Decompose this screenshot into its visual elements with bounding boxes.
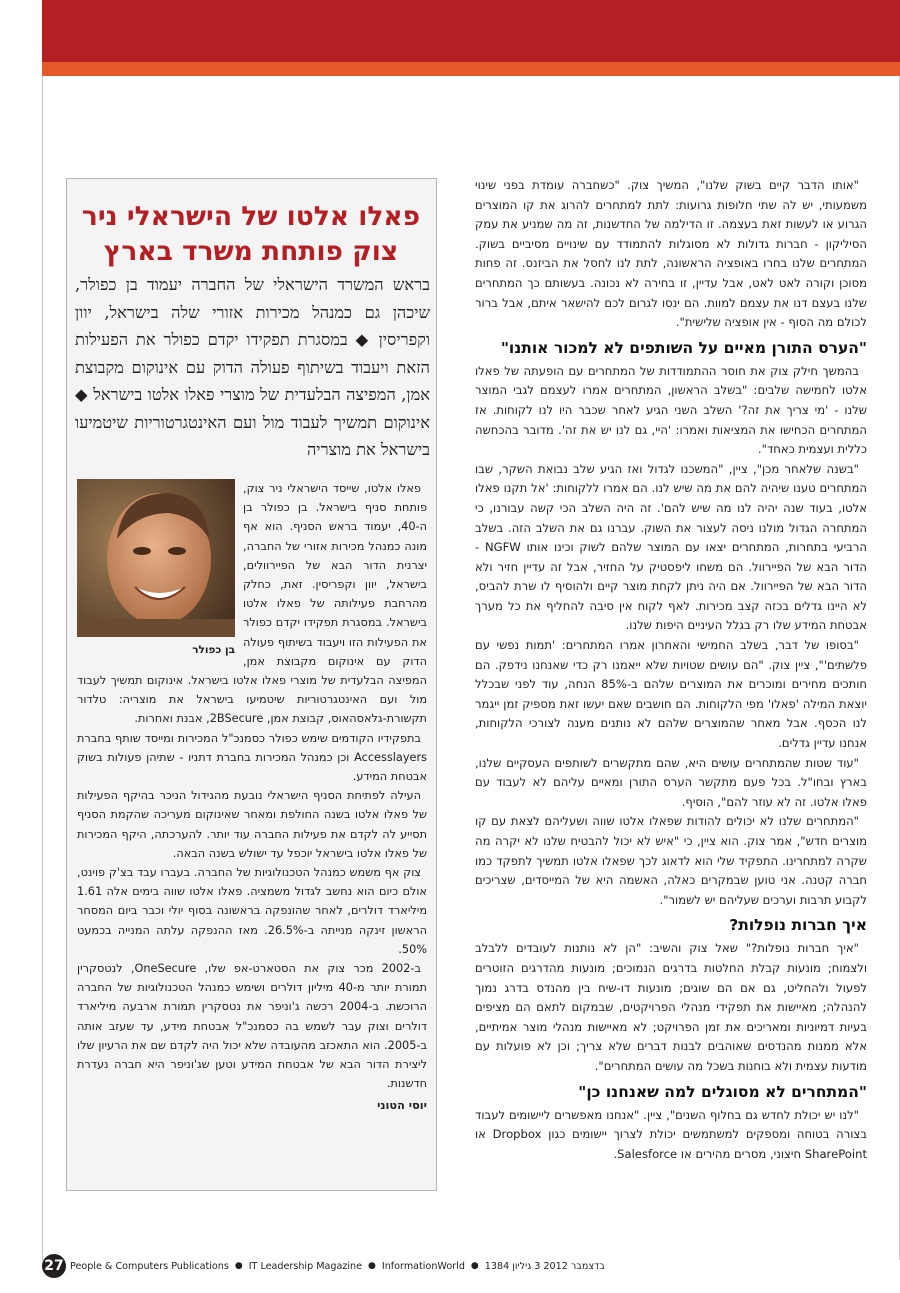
- page-number: 27: [42, 1254, 66, 1278]
- page-footer: [42, 1253, 642, 1279]
- bullet-icon: ●: [368, 1261, 376, 1271]
- sidebar-paragraph: העילה לפתיחת הסניף הישראלי נובעת מהגידול הניכר בהיקף הפעילות של פאלו אלטו בשנה החולפת ומאחר שאינוקום מעריכה שהקמת הסניף תסייע לה לקדם את פעילות החברה עוד יותר. להערכתה, היקף המכירות של פאלו אלטו בישראל יוכפל עד ישולש בשנה הבאה.: [77, 789, 427, 860]
- portrait-figure: [77, 479, 235, 659]
- article-paragraph: "אותו הדבר קיים בשוק שלנו", המשיך צוק. "כשחברה עומדת בפני שינוי משמעותי, יש לה שתי חלופות גרועות: לתת למתחרים להרוג את קו המוצרים הגרוע או לעשות זאת בעצמה. זו הדילמה של החדשנות, זה מה שמניע את עמק הסיליקון - חברות גדולות לא מסוגלות להתמודד עם שינויים מסיביים בשוק. המתחרים שלנו בחרו באופציה הראשונה, לתת לנו לחסל את הביזנס. זה פחות מסוכן וקורה לאט לאט, אבל עדיין, זו בחירה לא נכונה. בעשותם כך המתחרים שלנו בעצם דנו את עצמם למוות. הם ינסו לגרום לכם להישאר איתם, אבל ברור לכולם מה הסוף - אין אופציה שלישית".: [475, 178, 867, 330]
- article-paragraph: בהמשך חילק צוק את חוסר ההתמודדות של המתחרים עם הופעתה של פאלו אלטו לחמישה שלבים: "בשלב הראשון, המתחרים אמרו לעצמם לגבי המוצר שלנו - 'מי צריך את זה?' השלב השני הגיע לאחר שכבר היו לנו לקוחות. אז המתחרים הכחישו את המציאות ואמרו: 'היי, גם לנו יש את זה'. מדובר בהכחשה כללית ועצמית כאחד".: [475, 363, 867, 457]
- sidebar-title: פאלו אלטו של הישראלי ניר צוק פותחת משרד בארץ: [81, 201, 421, 267]
- footer-site: InformationWorld: [381, 1260, 465, 1272]
- sidebar-paragraph: בתפקידיו הקודמים שימש כפולר כסמנכ"ל המכירות ומייסד שותף בחברת Accesslayers וכן כמנהל המכירות בחברת דתניו - שתיהן פעולות בשוק אבטחת המידע.: [77, 731, 427, 784]
- header-stripe: [42, 62, 900, 76]
- article-paragraph: "בסופו של דבר, בשלב החמישי והאחרון אמרו המתחרים: 'תמות נפשי עם פלשתים'", ציין צוק. "הם עושים שטויות שלא ייאמנו רק כדי שאנחנו נידפק. הם חותכים מחירים ומוכרים את המוצרים שלהם ב-85% הנחה, עוד לפני שבכלל יוצאת המילה 'פאלו' מפי הלקוחות. הם חושבים שאם יעשו זאת מספיק זמן ייגמר לנו הכסף. אבל מאחר שהמוצרים שלהם לא נותנים מענה לצורכי הלקוחות, אנחנו עדיין גדלים.: [475, 638, 867, 751]
- sidebar-paragraph: פאלו אלטו, שייסד הישראלי ניר צוק, פותחת סניף בישראל. בן כפולר בן ה-40, יעמוד בראש הסניף. הוא אף מונה כמנהל מכירות אזורי של החברה, יצרנית הדור הבא של הפיירוולים, בישראל, יוון וקפריסין. זאת, כחלק מהרחבת פעילותה של פאלו אלטו בישראל. במסגרת תפקידו יקדם כפולר את הפעילות הזו ויעבוד בשיתוף פעולה הדוק עם אינוקום מקבוצת אמן, המפיצה הבלעדית של מוצרי פאלו אלטו בישראל. אינוקום תמשיך לעבוד מול ועם האינטגרטוריות שיטמיעו בישראל את מוצריה: טלדור תקשורת-גלאסהאוס, קבוצת אמן, 2BSecure, אבנת ואחרות.: [77, 482, 427, 726]
- bullet-icon: ●: [234, 1261, 243, 1271]
- footer-issue: גיליון 1384 ‎3 בדצמבר 2012: [484, 1260, 605, 1272]
- footer-publisher: People & Computers Publications: [70, 1260, 229, 1272]
- article-paragraph: "איך חברות נופלות?" שאל צוק והשיב: "הן לא נותנות לעובדים ללבלב ולצמוח; מונעות קבלת החלטות בדרגים הנמוכים; מונעות מהדרגים הזוטרים לפעול ולהחליט, גם אם הם שוגים; מונעות דו-שיח בין מהנדס בדרג נמוך להנהלה; מאיישות את תפקידי מנהלי הפרויקטים, שבמקום לתאם הם מציפים בעיות דמיוניות ומאריכים את זמן הפרויקט; לא מאיישות מנהלי מוצר אמיתיים, אלא ממנות מהנדסים שאוהבים לבנות דברים שלא צריך; וכן לא פועלות עם מודעות עצמית ולא בוחנות בשכל מה עושים המתחרים".: [475, 941, 867, 1073]
- article-subheading: "המתחרים לא מסוגלים למה שאנחנו כן": [578, 1082, 867, 1101]
- article-paragraph: "לנו יש יכולת לחדש גם בחלוף השנים", ציין. "אנחנו מאפשרים ליישומים לעבוד בצורה בטוחה ומספקים למשתמשים יכולת לצרוך יישומים כגון Dropbox או SharePoint חיצוני, מסרים מהירים או Salesforce.: [475, 1107, 867, 1161]
- footer-magazine: IT Leadership Magazine: [248, 1260, 363, 1272]
- sidebar-paragraph: צוק אף משמש כמנהל הטכנולוגיות של החברה. בעברו עבד בצ'ק פוינט, אולם כיום הוא נחשב לגדול משמציה. פאלו אלטו שווה בימים אלה 1.61 מיליארד דולרים, לאחר שהונפקה בראשונה בסוף יולי וכבר ביום המסחר הראשון זינקה מנייתה ב-26.5%. מאז ההנפקה עלתה המנייה בכמעט 50%.: [77, 866, 427, 956]
- sidebar-box: [66, 178, 437, 1191]
- article-paragraph: "עוד שטות שהמתחרים עושים היא, שהם מתקשרים לשותפים העסקיים שלנו, בארץ ובחו"ל. בכל פעם מתקשר הערס התורן ומאיים עליהם לא לעבוד עם פאלו אלטו. זה לא עוזר להם", הוסיף.: [475, 755, 867, 809]
- sidebar-paragraph: ב-2002 מכר צוק את הסטארט-אפ שלו, OneSecure, לנטסקרין תמורת יותר מ-40 מיליון דולרים ושימש כמנהל הטכנולוגיות של החברה הרוכשת. ב-2004 רכשה ג'וניפר את נטסקרין תמורת ארבעה מיליארד דולרים וצוק עבר לשמש בה כסמנכ"ל אבטחת מידע, עד שעזב אותה ב-2005. הוא התאכזב מהעובדה שלא יכול היה לקדם שם את הרעיון שלו ליצירת הדור הבא של אבטחת המידע וטען שג'וניפר היא חברה נעדרת חדשנות.: [77, 962, 427, 1091]
- article-paragraph: "המתחרים שלנו לא יכולים להודות שפאלו אלטו שווה ושעליהם לצאת עם קו מוצרים חדש", אמר צוק. הוא ציין, כי "איש לא יכול להבטיח שלנו לא יקרה מה שקרה למתחרינו. התפקיד שלי הוא לדאוג לכך שפאלו אלטו תמשיך לתפקד כמו חברה קטנה. אני טוען שבמקרים כאלה, האשמה היא של המייסדים, שצריכים לקבוע תרבות וערכים שעליהם יש לשמור".: [475, 814, 867, 907]
- photo-caption: בן כפולר: [192, 644, 235, 656]
- bullet-icon: ●: [470, 1261, 479, 1271]
- article-column: [475, 176, 867, 1164]
- page-frame-left: [42, 76, 43, 1260]
- article-subheading: "הערס התורן מאיים על השותפים לא למכור אותנו": [500, 338, 867, 357]
- article-paragraph: "בשנה שלאחר מכן", ציין, "המשכנו לגדול ואז הגיע שלב נבואת השקר, שבו המתחרים טענו שיהיה להם את מה שיש לנו. הם אמרו ללקוחות: 'אל תקנו פאלו אלטו, בעוד שנה יהיה לנו מה שיש להם'. זה היה השלב הכי קשה עבורנו, כי המתחרה הגדול מולנו ניסה לעצור את השוק. עברנו גם את השלב הזה. בשלב הרביעי בתחרות, המתחרים יצאו עם המוצר שלהם לשוק וכינו אותו NGFW - הדור הבא של הפיירוול. הם משחו ליפסטיק על החזיר, אבל זה עדיין חזיר ולא הדור הבא של הפיירוול. אם היה ניתן לקחת מוצר קיים ולהוסיף לו שרת להביס, לא היינו גדלים בכזה קצב מכירות. לאף לקוח אין סיבה להחליף את כל מערך אבטחת המידע שלו רק בגלל העיניים היפות שלנו.: [475, 461, 867, 633]
- sidebar-lead: בראש המשרד הישראלי של החברה יעמוד בן כפולר, שיכהן גם כמנהל מכירות אזורי שלה בישראל, יוון וקפריסין ◆ במסגרת תפקידו יקדם כפולר את הפעילות הזאת ויעבוד בשיתוף פעולה הדוק עם אינוקום מקבוצת אמן, המפיצה הבלעדית של מוצרי פאלו אלטו בישראל ◆ אינוקום תמשיך לעבוד מול ועם האינטגרטוריות שיטמיעו בישראל את מוצריה: [75, 275, 430, 459]
- portrait-photo: [77, 479, 235, 637]
- header-band: [42, 0, 900, 62]
- article-subheading: איך חברות נופלות?: [729, 916, 867, 935]
- sidebar-body: [77, 479, 427, 1115]
- author-signature: יוסי הטוני: [377, 1098, 427, 1112]
